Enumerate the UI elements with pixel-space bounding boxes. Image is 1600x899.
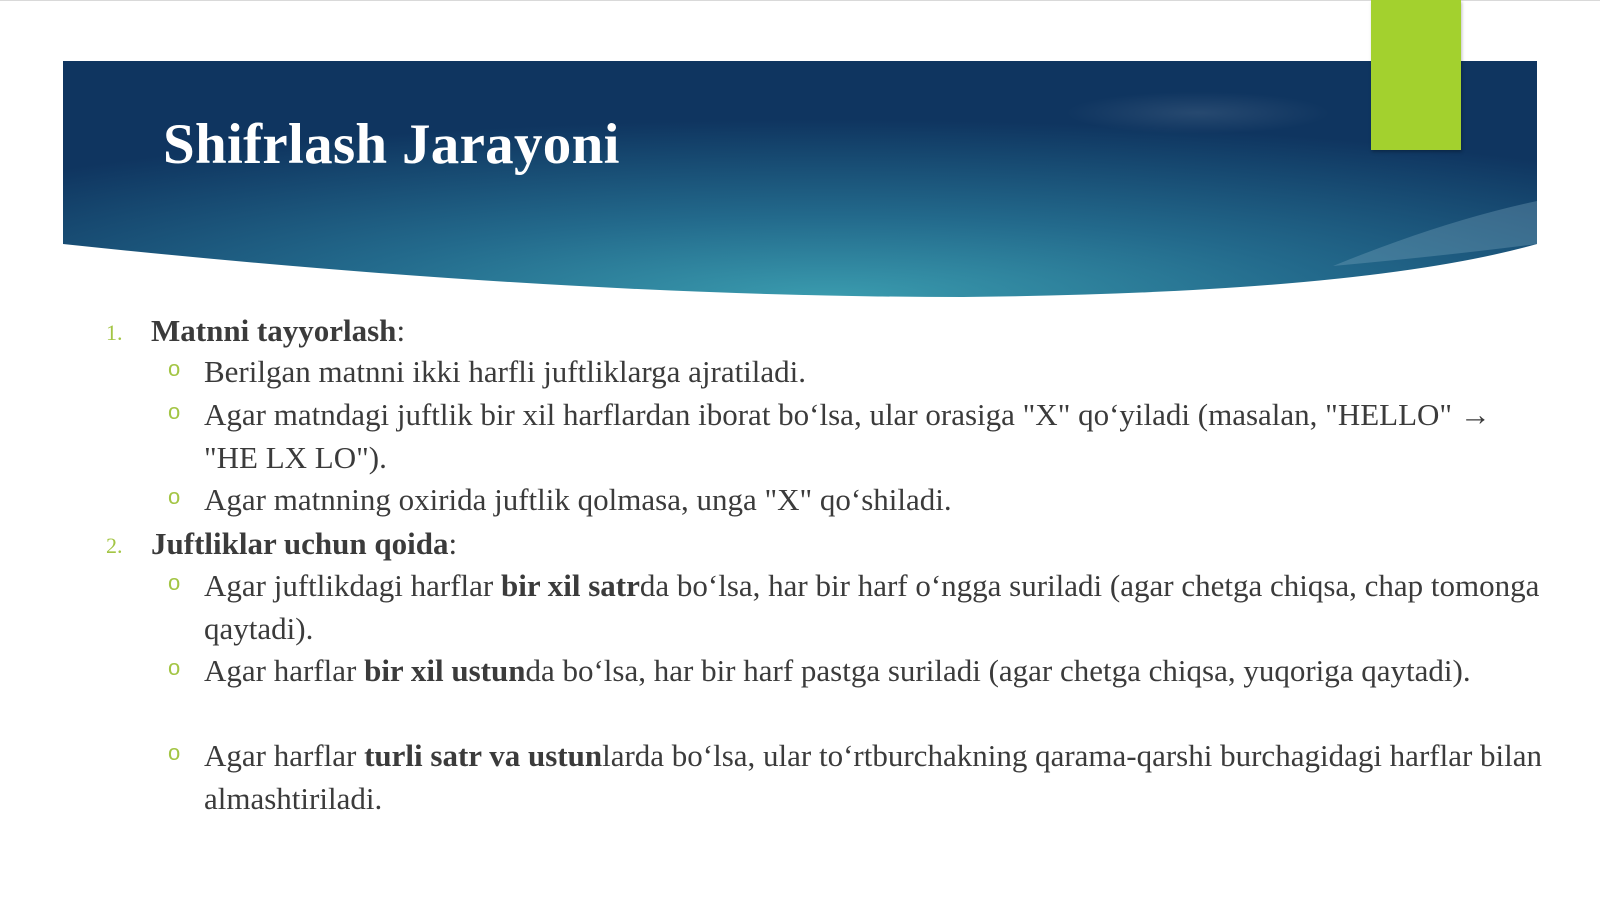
circle-bullet-icon: o	[168, 399, 181, 424]
list-number: 1.	[106, 320, 123, 345]
list-number: 2.	[106, 533, 123, 558]
section-heading	[151, 310, 405, 352]
section-heading-colon: :	[448, 526, 458, 561]
title-banner	[63, 61, 1537, 297]
section-heading	[151, 523, 457, 565]
text-run: larda bo‘lsa, ular to‘rtburchakning qarama-qarshi burchagidagi harflar bilan almashtiriladi.	[204, 738, 1543, 816]
bold-text: bir xil satr	[500, 568, 640, 603]
circle-bullet-icon: o	[168, 570, 181, 595]
bold-text: turli satr va ustun	[364, 738, 603, 773]
section-heading-bold: Matnni tayyorlash	[151, 313, 397, 348]
circle-bullet-icon: o	[168, 484, 181, 509]
text-run: Agar matndagi juftlik bir xil harflardan iborat bo‘lsa, ular orasiga "X" qo‘yiladi (masalan, "HELLO" → "HE LX LO").	[204, 397, 1491, 475]
text-run: Berilgan matnni ikki harfli juftliklarga ajratiladi.	[204, 354, 807, 389]
section-heading-bold: Juftliklar uchun qoida	[151, 526, 449, 561]
list-item	[204, 734, 1544, 820]
circle-bullet-icon: o	[168, 356, 181, 381]
list-item	[204, 564, 1544, 650]
list-item	[204, 649, 1544, 692]
text-run: da bo‘lsa, har bir harf pastga suriladi (agar chetga chiqsa, yuqoriga qaytadi).	[525, 653, 1471, 688]
text-run: Agar juftlikdagi harflar	[204, 568, 501, 603]
top-border	[0, 0, 1600, 1]
list-item	[204, 478, 1544, 521]
section-heading-colon: :	[396, 313, 406, 348]
accent-block	[1371, 0, 1461, 150]
slide-title: Shifrlash Jarayoni	[163, 113, 620, 176]
circle-bullet-icon: o	[168, 740, 181, 765]
text-run: Agar matnning oxirida juftlik qolmasa, unga "X" qo‘shiladi.	[204, 482, 952, 517]
text-run: da bo‘lsa, har bir harf o‘ngga suriladi (agar chetga chiqsa, chap tomonga qaytadi).	[204, 568, 1540, 646]
text-run: Agar harflar	[204, 653, 365, 688]
bold-text: bir xil ustun	[364, 653, 526, 688]
list-item	[204, 350, 1544, 393]
list-item	[204, 393, 1544, 479]
text-run: Agar harflar	[204, 738, 365, 773]
circle-bullet-icon: o	[168, 655, 181, 680]
